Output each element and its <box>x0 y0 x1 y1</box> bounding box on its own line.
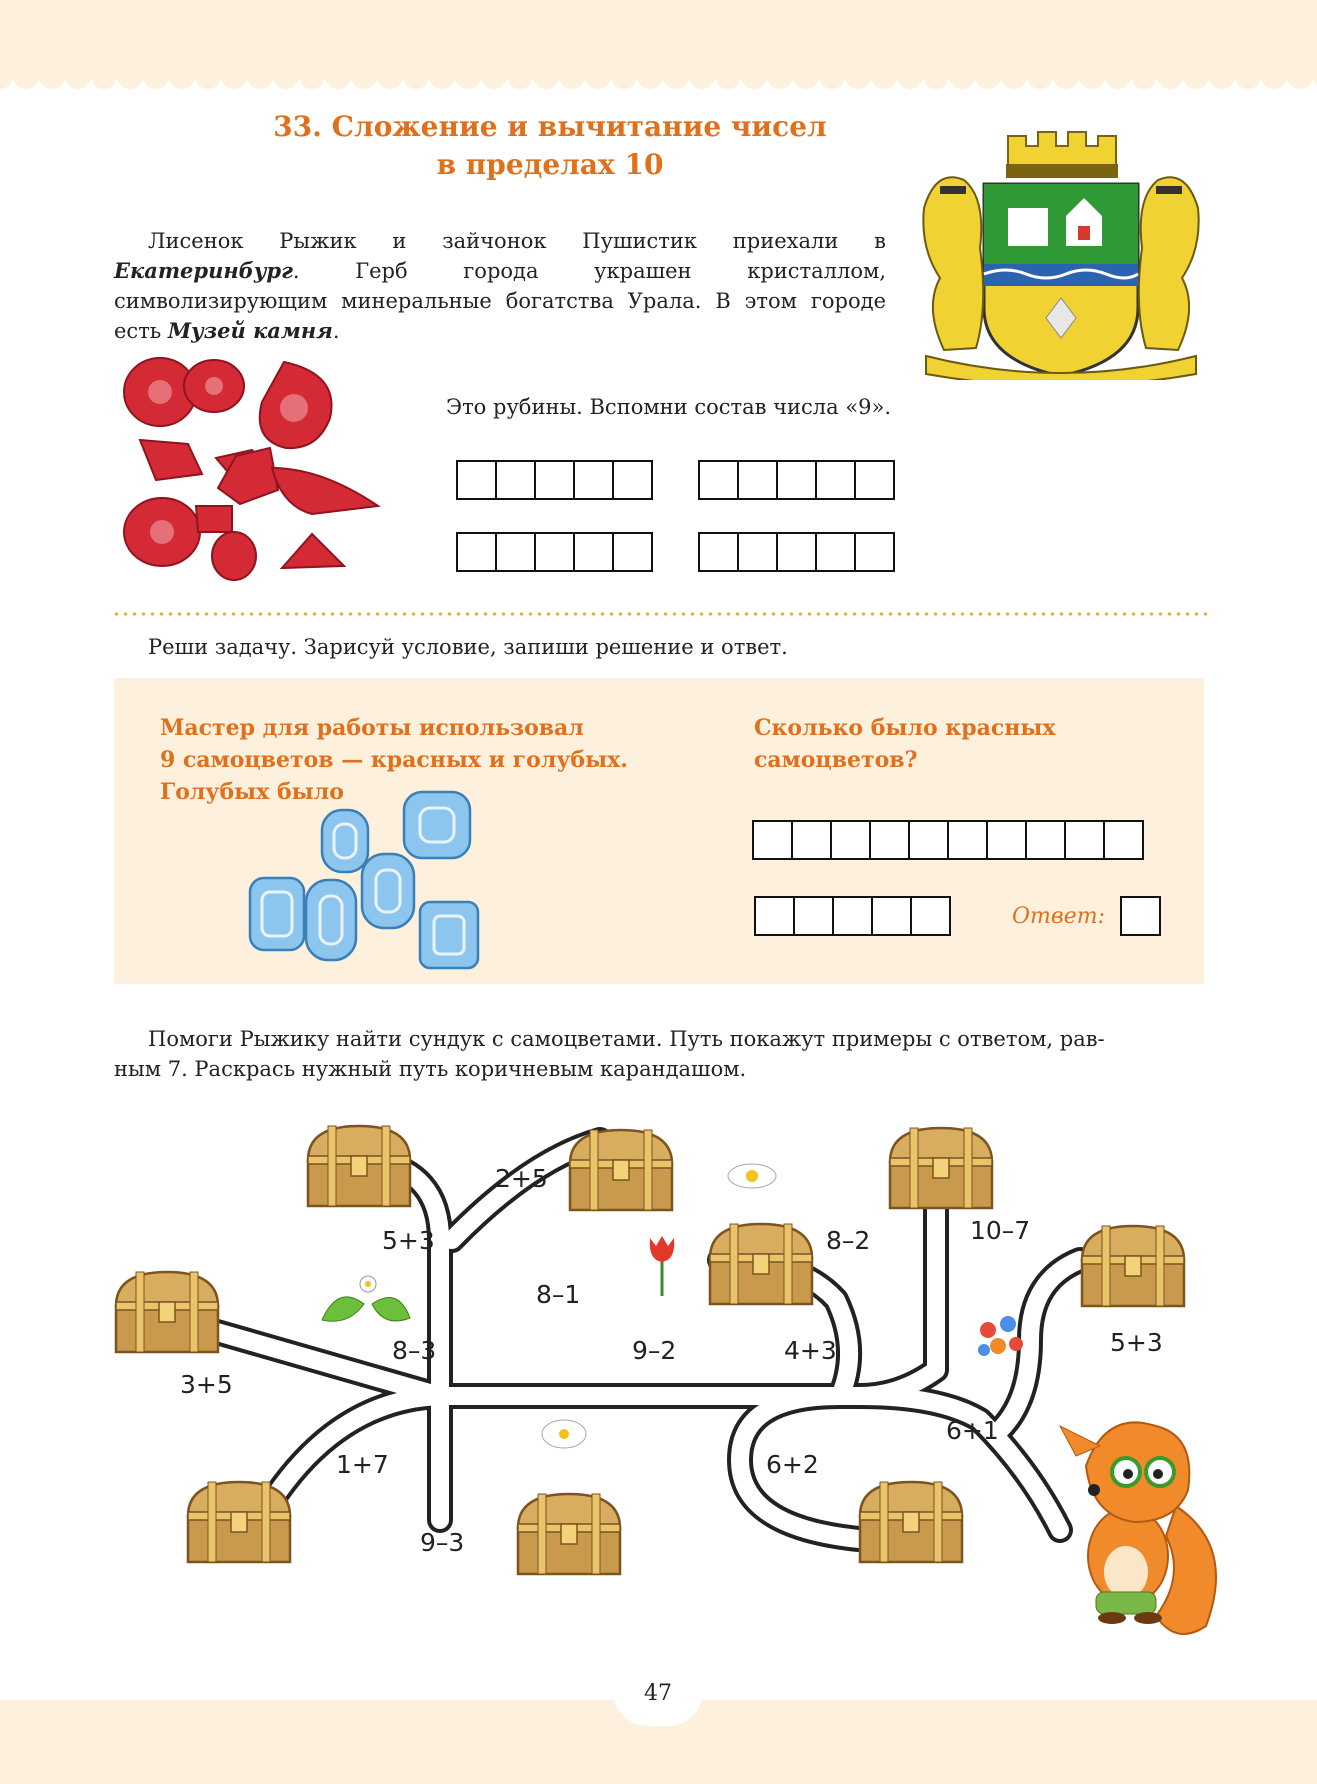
flower-bouquet-icon <box>974 1310 1030 1366</box>
expression-label: 9–2 <box>632 1336 677 1365</box>
tulip-icon <box>644 1234 680 1298</box>
rubies-instruction: Это рубины. Вспомни состав числа «9». <box>446 395 892 419</box>
answer-box[interactable] <box>1122 896 1161 936</box>
museum-name: Музей камня <box>167 318 333 343</box>
expression-label: 5+3 <box>382 1226 435 1255</box>
page-title <box>180 108 920 184</box>
chest-icon[interactable] <box>1078 1220 1188 1310</box>
expression-label: 4+3 <box>784 1336 837 1365</box>
chest-icon[interactable] <box>304 1120 414 1210</box>
chest-icon[interactable] <box>112 1266 222 1356</box>
ruby-grid-4[interactable] <box>700 532 895 572</box>
maze-instruction-line-1: Помоги Рыжику найти сундук с самоцветами. Путь покажут примеры с ответом, рав- <box>148 1027 1105 1051</box>
daisy-icon <box>536 1414 592 1454</box>
intro-text-1: Лисенок Рыжик и зайчонок Пушистик приехали в <box>148 229 886 253</box>
chest-icon[interactable] <box>856 1476 966 1566</box>
expression-label: 8–2 <box>826 1226 871 1255</box>
expression-label: 10–7 <box>970 1216 1031 1245</box>
expression-label: 3+5 <box>180 1370 233 1399</box>
fox-character-image <box>1056 1406 1226 1646</box>
expression-label: 5+3 <box>1110 1328 1163 1357</box>
chest-icon[interactable] <box>706 1218 816 1308</box>
intro-text-3: . <box>332 319 340 343</box>
ruby-grid-1[interactable] <box>458 460 653 500</box>
maze-instruction-line-2: ным 7. Раскрась нужный путь коричневым карандашом. <box>114 1057 747 1081</box>
condition-line-3: Голубых было <box>160 779 344 805</box>
condition-line-1: Мастер для работы использовал <box>160 715 584 741</box>
task-question <box>754 712 1174 776</box>
page-number: 47 <box>613 1656 703 1726</box>
answer-label: Ответ: <box>1012 904 1105 929</box>
intro-text-2: . Герб города украшен кристаллом, символизирующим минеральные богатства Урала. В этом городе есть <box>114 259 886 343</box>
solution-grid-short[interactable] <box>756 896 951 936</box>
chest-icon[interactable] <box>184 1476 294 1566</box>
sapphires-image <box>244 788 504 976</box>
title-line-1: 33. Сложение и вычитание чисел <box>273 110 827 143</box>
title-line-2: в пределах 10 <box>436 148 664 181</box>
condition-line-2: 9 самоцветов — красных и голубых. <box>160 747 628 773</box>
leaves-flower-icon <box>318 1270 414 1330</box>
rubies-image <box>122 356 382 588</box>
chest-icon[interactable] <box>886 1122 996 1212</box>
coat-of-arms-image <box>916 128 1206 380</box>
question-line-2: самоцветов? <box>754 747 918 773</box>
expression-label: 8–1 <box>536 1280 581 1309</box>
city-name: Екатеринбург <box>114 258 293 283</box>
dotted-divider <box>112 612 1207 616</box>
daisy-icon <box>718 1158 788 1198</box>
expression-label: 6+1 <box>946 1416 999 1445</box>
intro-paragraph <box>114 226 886 346</box>
expression-label: 8–3 <box>392 1336 437 1365</box>
scalloped-border <box>0 62 1317 98</box>
expression-label: 9–3 <box>420 1528 465 1557</box>
ruby-grid-2[interactable] <box>700 460 895 500</box>
expression-label: 1+7 <box>336 1450 389 1479</box>
question-line-1: Сколько было красных <box>754 715 1056 741</box>
expression-label: 6+2 <box>766 1450 819 1479</box>
expression-label: 2+5 <box>495 1164 548 1193</box>
task-instruction: Реши задачу. Зарисуй условие, запиши решение и ответ. <box>148 635 788 659</box>
solution-grid-long[interactable] <box>754 820 1144 860</box>
maze-instruction <box>114 1024 1206 1084</box>
chest-icon[interactable] <box>566 1124 676 1214</box>
ruby-grid-3[interactable] <box>458 532 653 572</box>
chest-icon[interactable] <box>514 1488 624 1578</box>
